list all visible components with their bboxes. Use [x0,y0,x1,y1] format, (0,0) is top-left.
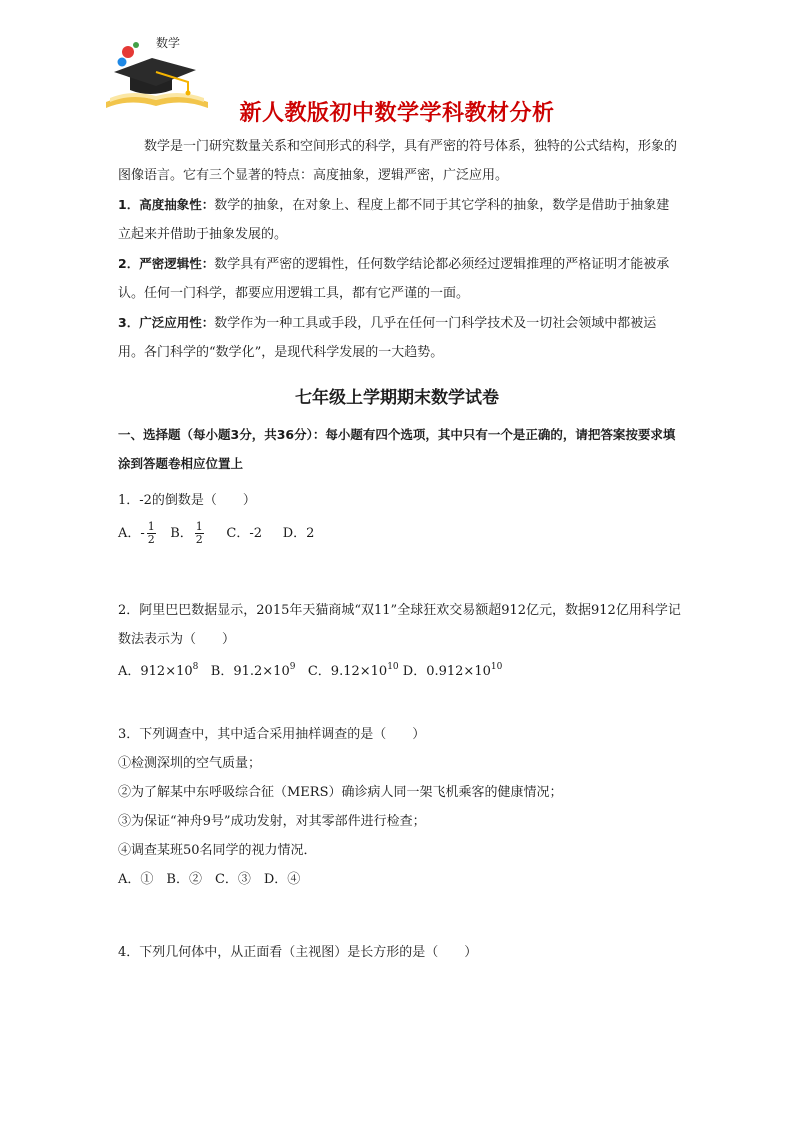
option-d-base: D．0.912×10 [402,664,491,679]
option-b-prefix: B． [170,526,193,541]
intro-item [118,190,680,249]
option-b-exponent: 9 [289,662,296,672]
page-title: 新人教版初中数学学科教材分析 [239,101,555,126]
question-stem: 2．阿里巴巴数据显示，2015年天猫商城“双11”全球狂欢交易额超912亿元，数据912亿用科学记数法表示为（ ） [118,603,681,647]
question-stem: 3．下列调查中，其中适合采用抽样调查的是（ ） [118,727,426,742]
survey-option: ②为了解某中东呼吸综合征（MERS）确诊病人同一架飞机乘客的健康情况； [118,785,563,800]
question-3 [118,720,684,894]
option-d: D．2 [282,526,315,541]
option-c-exponent: 10 [387,662,399,672]
option-b [211,664,296,679]
intro-item [118,249,680,308]
fraction [195,521,204,546]
option-a-base: A．912×10 [118,664,193,679]
section-instructions: 一、选择题（每小题3分，共36分）：每小题有四个选项，其中只有一个是正确的，请把答案按要求填涂到答题卷相应位置上 [118,427,676,471]
question-1 [118,486,684,548]
question-options [118,519,684,548]
intro-item-text: 数学具有严密的逻辑性，任何数学结论都必须经过逻辑推理的严格证明才能被承认。任何一门科学，都要应用逻辑工具，都有它严谨的一面。 [118,257,670,301]
intro-item-head: 2．严密逻辑性： [118,256,215,271]
question-2 [118,596,684,686]
logo-label: 数学 [156,36,181,50]
intro-item-head: 1．高度抽象性： [118,197,215,212]
exam-title: 七年级上学期期末数学试卷 [295,388,499,408]
option-a-exponent: 8 [192,662,199,672]
fraction [147,521,156,546]
question-stem: 1．-2的倒数是（ ） [118,493,256,508]
fraction-numerator: 1 [147,520,155,533]
survey-option: ④调查某班50名同学的视力情况． [118,843,317,858]
question-stem: 4．下列几何体中，从正面看（主视图）是长方形的是（ ） [118,945,478,960]
survey-option: ③为保证“神舟9号”成功发射，对其零部件进行检查； [118,814,426,829]
intro-section [118,132,680,367]
option-c-base: C．9.12×10 [307,664,388,679]
intro-paragraph: 数学是一门研究数量关系和空间形式的科学，具有严密的符号体系，独特的公式结构，形象的图像语言。它有三个显著的特点：高度抽象，逻辑严密，广泛应用。 [118,139,678,183]
option-a [118,664,198,679]
intro-item-head: 3．广泛应用性： [118,315,215,330]
option-a-prefix: A．- [118,526,145,541]
option-c [308,664,399,679]
fraction-denominator: 2 [147,533,155,546]
fraction-denominator: 2 [195,533,203,546]
intro-item [118,308,680,367]
question-4 [118,938,684,967]
fraction-numerator: 1 [195,520,203,533]
survey-option: ①检测深圳的空气质量； [118,756,262,771]
option-d-exponent: 10 [490,662,503,672]
question-options [118,657,684,686]
question-options: A．① B．② C．③ D．④ [118,872,301,887]
intro-item-text: 数学作为一种工具或手段，几乎在任何一门科学技术及一切社会领域中都被运用。各门科学的“数学化”，是现代科学发展的一大趋势。 [118,316,657,360]
option-d [403,664,503,679]
intro-item-text: 数学的抽象，在对象上、程度上都不同于其它学科的抽象，数学是借助于抽象建立起来并借助于抽象发展的。 [118,198,670,242]
option-b-base: B．91.2×10 [210,664,290,679]
option-c: C．-2 [226,526,263,541]
